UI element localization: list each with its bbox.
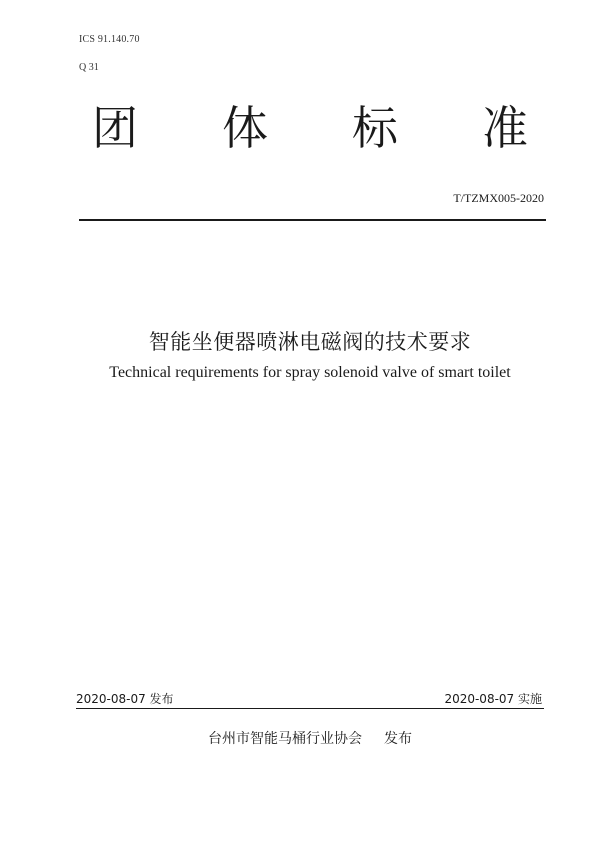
doc-type-char-3: 标 — [352, 101, 398, 155]
doc-type-char-2: 体 — [222, 101, 268, 155]
doc-type-char-1: 团 — [92, 101, 138, 155]
top-divider — [79, 219, 546, 221]
publisher-name: 台州市智能马桶行业协会 — [208, 731, 362, 747]
implementation-date: 2020-08-07 实施 — [444, 692, 542, 706]
ccs-code: Q 31 — [79, 62, 99, 73]
ics-code: ICS 91.140.70 — [79, 34, 140, 45]
title-english: Technical requirements for spray solenoid valve of smart toilet — [109, 364, 511, 381]
document-type-title — [90, 100, 530, 156]
bottom-divider — [76, 708, 544, 709]
title-chinese: 智能坐便器喷淋电磁阀的技术要求 — [148, 330, 472, 354]
publisher-action: 发布 — [384, 731, 412, 747]
publisher-line — [0, 728, 600, 748]
issue-date: 2020-08-07 发布 — [76, 692, 174, 706]
standard-number: T/TZMX005-2020 — [453, 191, 544, 205]
doc-type-char-4: 准 — [482, 101, 528, 155]
